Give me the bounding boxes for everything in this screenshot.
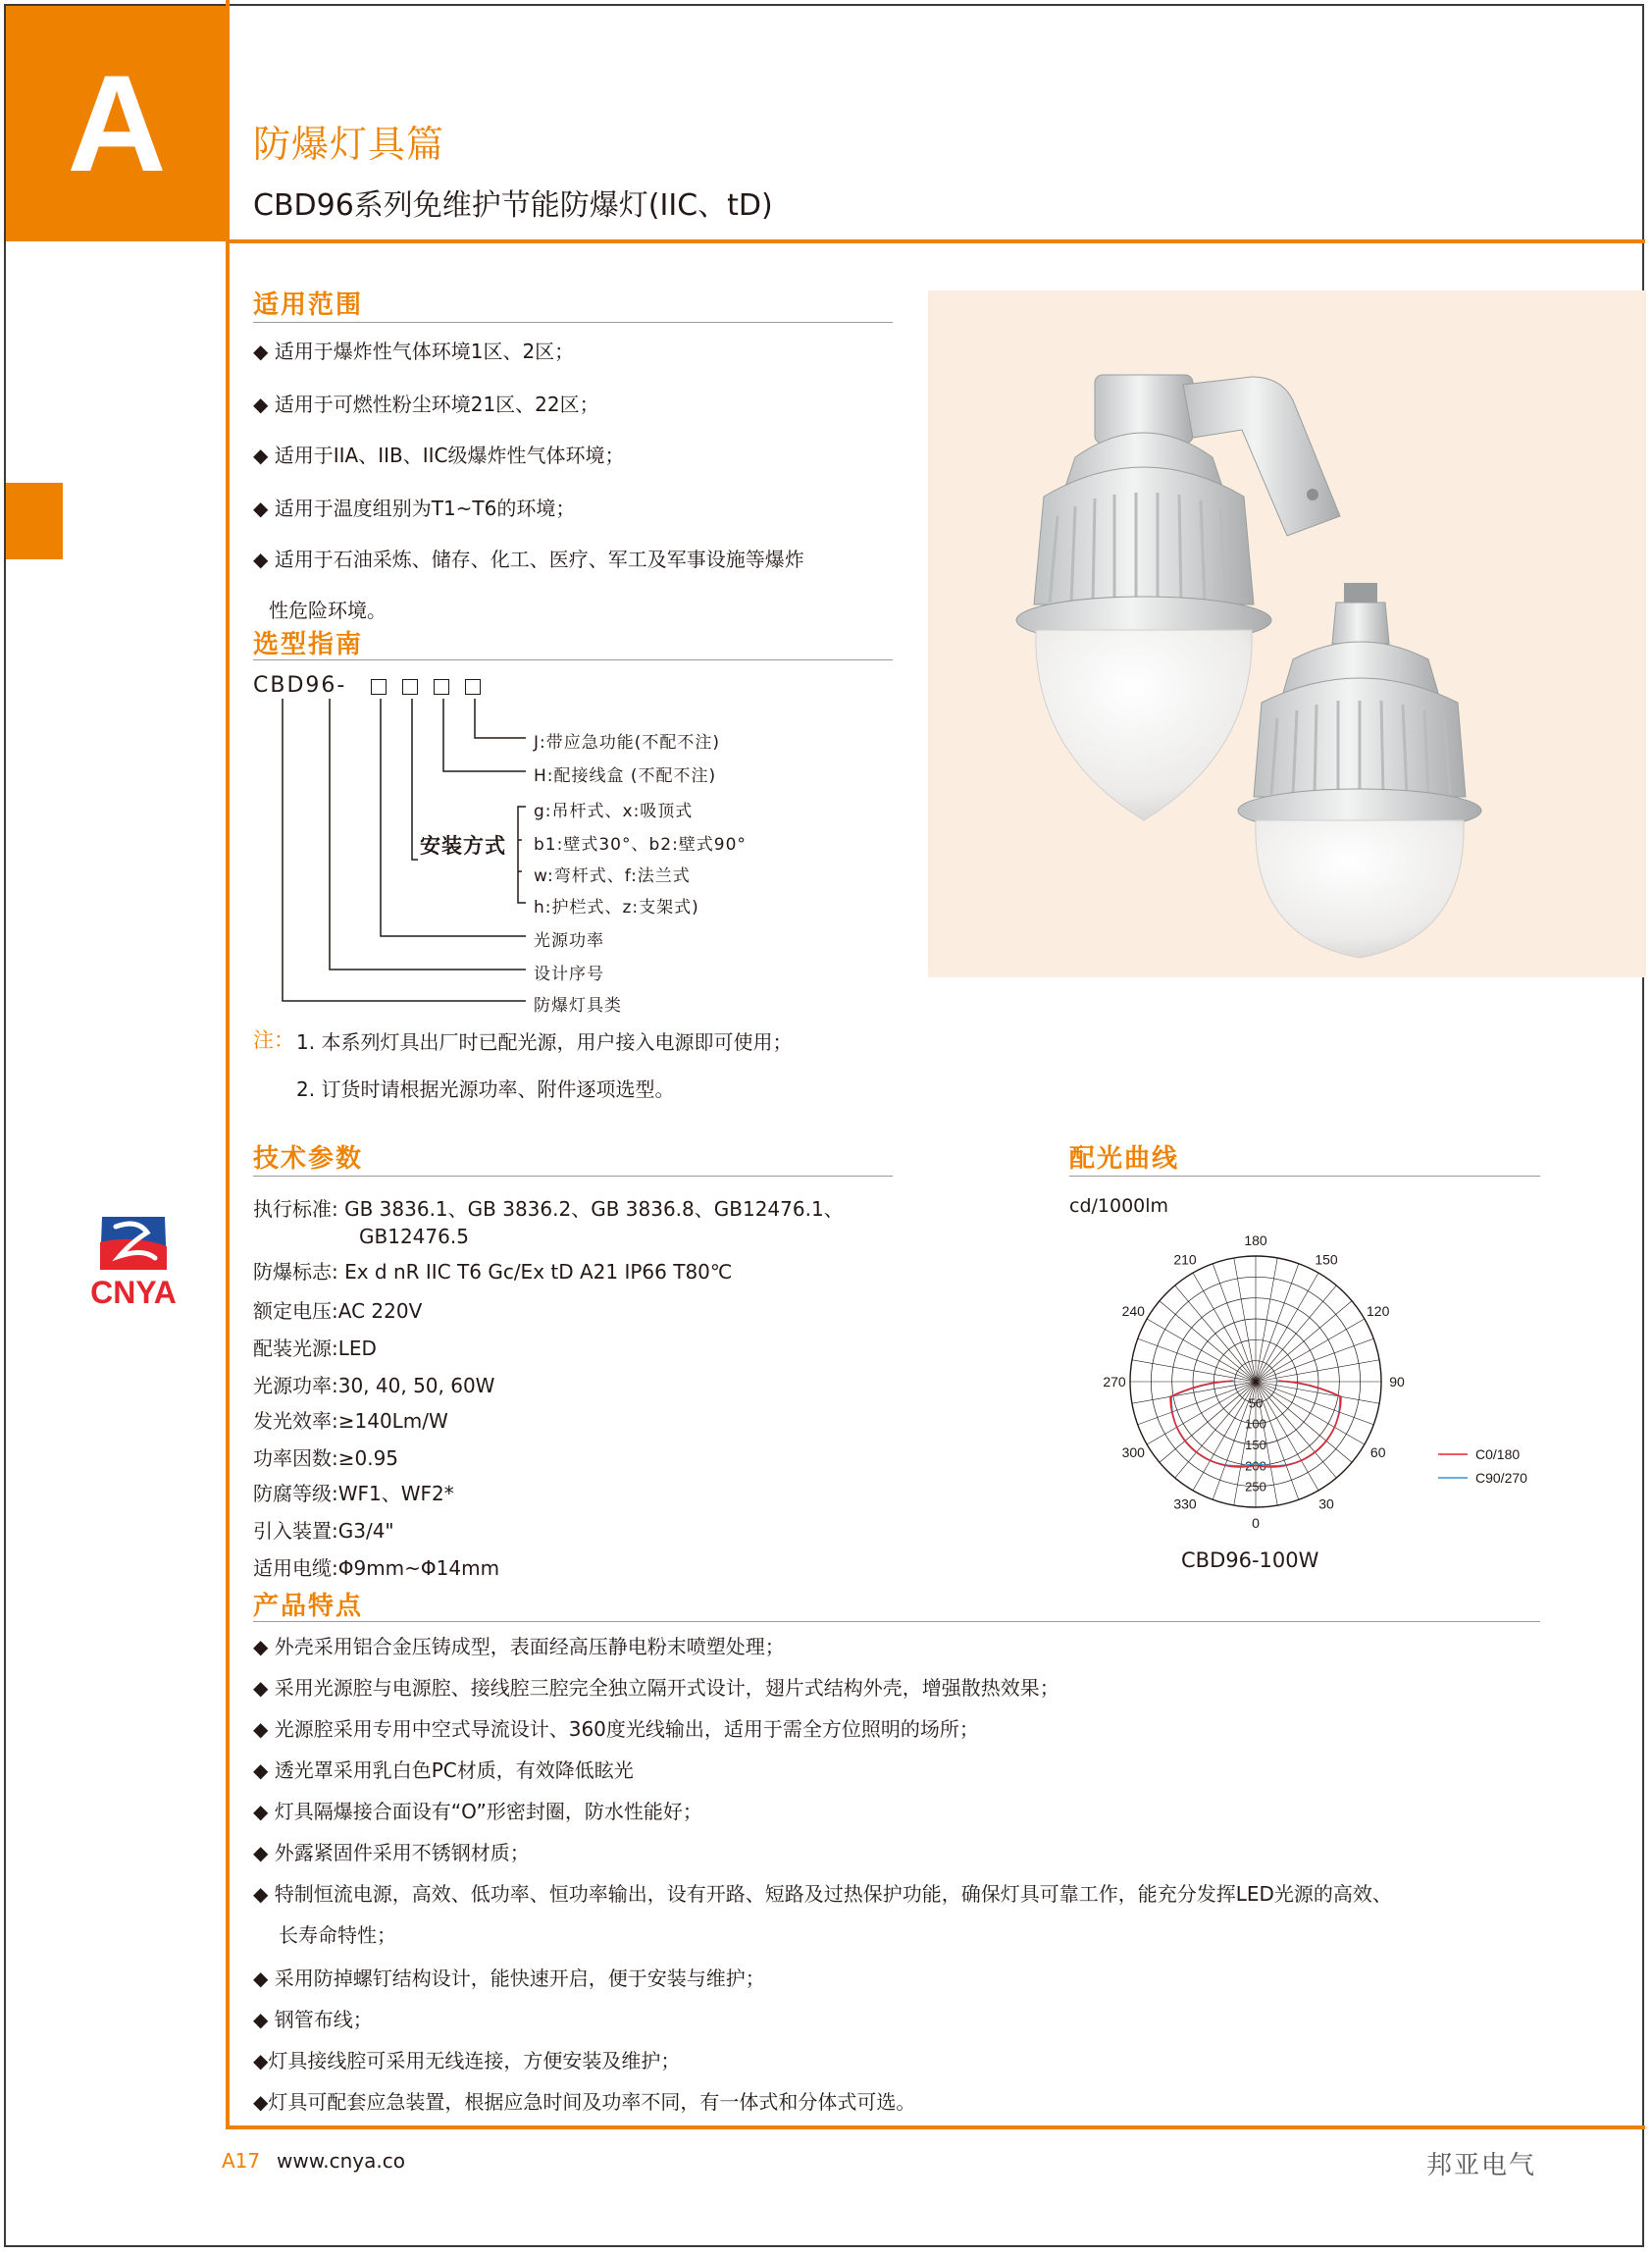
features-rule [253,1621,1540,1622]
polar-angle-label: 300 [1121,1444,1145,1460]
sel-guardrail: h:护栏式、z:支架式) [534,898,699,918]
tech-voltage: 额定电压:AC 220V [253,1299,423,1323]
scope-item-2: ◆ 适用于可燃性粉尘环境21区、22区； [253,393,599,416]
feature-5: ◆ 灯具隔爆接合面设有“O”形密封圈，防水性能好； [253,1800,702,1823]
sel-emergency: J:带应急功能(不配不注) [534,733,721,753]
category-title: 防爆灯具篇 [253,123,445,166]
feature-11: ◆灯具可配套应急装置，根据应急时间及功率不同，有一体式和分体式可选。 [253,2090,916,2114]
sel-install-method: 安装方式 [420,834,506,858]
curve-unit: cd/1000lm [1069,1195,1169,1217]
polar-radial-label: 100 [1245,1416,1266,1432]
polar-radial-label: 200 [1245,1458,1266,1474]
polar-angle-label: 180 [1244,1232,1267,1248]
section-letter: A [67,46,167,200]
model-number: 96 [305,673,337,698]
note-1: 1. 本系列灯具出厂时已配光源，用户接入电源即可使用； [296,1030,793,1054]
scope-item-5: ◆ 适用于石油采炼、储存、化工、医疗、军工及军事设施等爆炸 [253,548,804,571]
logo-text: CNYA [90,1275,177,1310]
scope-item-3: ◆ 适用于IIA、IIB、IIC级爆炸性气体环境； [253,444,625,467]
sel-wall: b1:壁式30°、b2:壁式90° [534,835,747,855]
sel-category: 防爆灯具类 [534,996,622,1016]
notes-label: 注： [253,1028,294,1052]
tech-entry: 引入装置:G3/4" [253,1519,394,1543]
polar-radial-label: 250 [1245,1479,1266,1495]
polar-angle-label: 210 [1173,1251,1197,1268]
polar-angle-label: 30 [1318,1495,1334,1512]
feature-8: ◆ 采用防掉螺钉结构设计，能快速开启，便于安装与维护； [253,1967,765,1990]
tech-title: 技术参数 [253,1144,364,1174]
polar-angle-label: 270 [1103,1374,1126,1390]
brand-logo [65,1213,202,1311]
curve-rule [1069,1176,1540,1177]
tech-corrosion: 防腐等级:WF1、WF2* [253,1482,454,1505]
tech-standard: 执行标准: GB 3836.1、GB 3836.2、GB 3836.8、GB12476.1、 [253,1197,844,1221]
polar-angle-label: 90 [1389,1374,1405,1390]
curve-title: 配光曲线 [1069,1144,1180,1174]
feature-10: ◆灯具接线腔可采用无线连接，方便安装及维护； [253,2049,681,2072]
model-prefix: CBD [253,673,306,698]
curve-caption: CBD96-100W [1181,1548,1319,1572]
sel-pendant: g:吊杆式、x:吸顶式 [534,802,694,821]
legend-c0-label: C0/180 [1475,1446,1521,1462]
polar-radial-label: 50 [1248,1395,1264,1411]
sel-bend-arm: w:弯杆式、f:法兰式 [534,866,691,886]
product-title: CBD96系列免维护节能防爆灯(IIC、tD) [253,188,773,223]
tech-standard-cont: GB12476.5 [359,1225,469,1248]
polar-angle-label: 240 [1121,1303,1145,1319]
sel-design-no: 设计序号 [534,965,604,984]
scope-item-5-continuation: 性危险环境。 [269,599,387,622]
tech-pf: 功率因数:≥0.95 [253,1446,399,1470]
polar-angle-label: 0 [1252,1515,1260,1531]
polar-angle-label: 120 [1367,1303,1390,1319]
polar-angle-label: 60 [1369,1444,1386,1460]
feature-7: ◆ 特制恒流电源，高效、低功率、恒功率输出，设有开路、短路及过热保护功能，确保灯具可靠工作，能充分发挥LED光源的高效、 [253,1882,1392,1906]
scope-item-4: ◆ 适用于温度组别为T1~T6的环境； [253,497,576,520]
logo-mark-icon [65,1213,202,1311]
sel-junction-box: H:配接线盒 (不配不注) [534,766,717,786]
polar-radial-label: 150 [1245,1438,1266,1452]
orange-footer-rule [226,2125,1645,2129]
features-title: 产品特点 [253,1592,364,1621]
polar-chart [1099,1227,1550,1550]
scope-item-1: ◆ 适用于爆炸性气体环境1区、2区； [253,340,575,363]
tech-efficacy: 发光效率:≥140Lm/W [253,1409,448,1433]
tech-cable: 适用电缆:Φ9mm~Φ14mm [253,1556,500,1580]
tech-power: 光源功率:30, 40, 50, 60W [253,1374,495,1397]
footer-website[interactable]: www.cnya.co [277,2149,405,2173]
feature-7-continuation: 长寿命特性； [279,1923,396,1947]
model-dash: - [336,673,347,698]
feature-6: ◆ 外露紧固件采用不锈钢材质； [253,1841,530,1864]
tech-rule [253,1176,893,1177]
legend-c90-label: C90/270 [1475,1470,1527,1486]
footer-page-number: A17 [222,2149,261,2173]
sel-light-power: 光源功率 [534,931,604,951]
feature-3: ◆ 光源腔采用专用中空式导流设计、360度光线输出，适用于需全方位照明的场所； [253,1717,979,1741]
note-2: 2. 订货时请根据光源功率、附件逐项选型。 [296,1077,675,1101]
selection-tree-lines [0,0,1652,1079]
footer-brand: 邦亚电气 [1426,2151,1537,2180]
feature-9: ◆ 钢管布线； [253,2008,373,2031]
tech-exmark: 防爆标志: Ex d nR IIC T6 Gc/Ex tD A21 IP66 T80℃ [253,1260,733,1284]
selection-title: 选型指南 [253,630,364,659]
polar-angle-label: 330 [1173,1495,1197,1512]
feature-4: ◆ 透光罩采用乳白色PC材质，有效降低眩光 [253,1758,634,1782]
scope-title: 适用范围 [253,290,364,320]
polar-angle-label: 150 [1315,1251,1338,1268]
feature-2: ◆ 采用光源腔与电源腔、接线腔三腔完全独立隔开式设计，翅片式结构外壳，增强散热效果； [253,1676,1059,1700]
tech-source: 配装光源:LED [253,1337,377,1360]
feature-1: ◆ 外壳采用铝合金压铸成型，表面经高压静电粉末喷塑处理； [253,1635,785,1658]
